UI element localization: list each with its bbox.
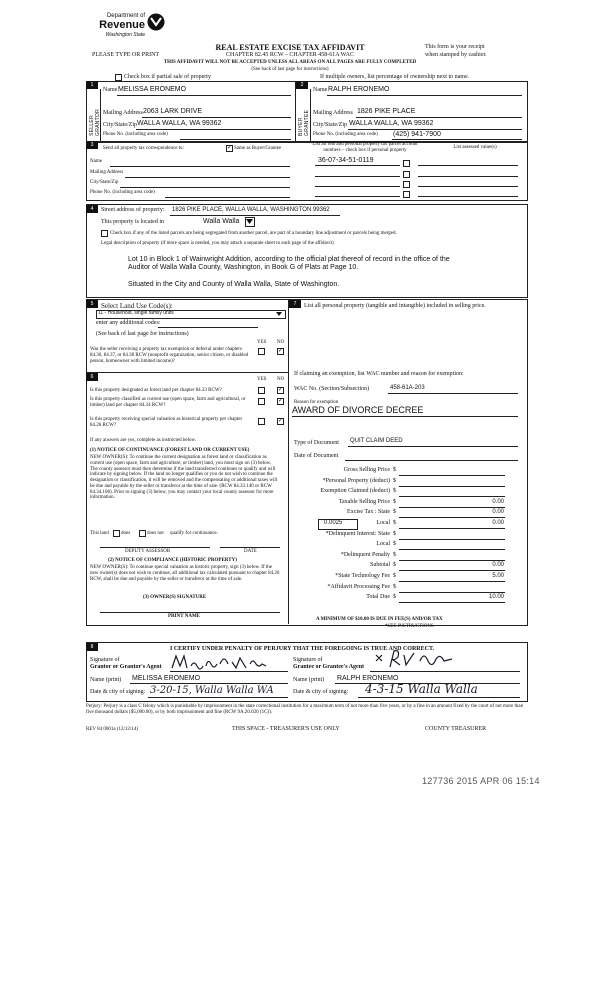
section-7-number: 7 bbox=[289, 300, 301, 308]
s5-no-header: NO bbox=[277, 340, 285, 345]
fee-row-value: 0.00 bbox=[492, 499, 504, 505]
section-8-number: 8 bbox=[86, 643, 98, 651]
grantee-signature-image bbox=[372, 647, 462, 671]
exemption-question: Was the seller receiving a property tax exemption or deferral under chapters 84.36, 84.37, or 84.38 RCW (nonprofit organization, senior citizen, or disabled person, homeowner with limited income)? bbox=[90, 347, 249, 364]
wac-number-value: 458-61A-203 bbox=[390, 385, 425, 391]
fee-row-label: Gross Selling Price bbox=[343, 467, 390, 473]
print-name-label: PRINT NAME bbox=[168, 614, 200, 619]
fee-row-dollar: $ bbox=[393, 520, 396, 526]
fee-row-value: 10.00 bbox=[488, 594, 504, 600]
historic-yes-checkbox[interactable] bbox=[258, 418, 265, 425]
buyer-name-value: RALPH ERONEMO bbox=[328, 86, 390, 93]
partial-sale-label: Check box if partial sale of property bbox=[124, 74, 211, 80]
send-correspondence-label: Send all property tax correspondence to: bbox=[103, 146, 184, 151]
current-use-no-checkbox[interactable]: ✓ bbox=[278, 398, 284, 404]
multiple-owners-note: If multiple owners, list percentage of ownership next to name. bbox=[320, 74, 470, 80]
fee-row-label: *Personal Property (deduct) bbox=[322, 478, 390, 484]
grantee-sig-label-2: Grantee or Grantee's Agent bbox=[293, 664, 365, 670]
buyer-city-label: City/State/Zip bbox=[313, 122, 347, 128]
seller-city-value: WALLA WALLA, WA 99362 bbox=[137, 120, 222, 127]
segregated-checkbox[interactable] bbox=[101, 230, 108, 237]
this-land-label: This land bbox=[90, 531, 109, 536]
form-title: REAL ESTATE EXCISE TAX AFFIDAVIT bbox=[215, 43, 365, 52]
buyer-phone-value: (425) 941-7900 bbox=[393, 131, 441, 138]
washington-logo-icon bbox=[147, 12, 165, 32]
s3-mailing-label: Mailing Address bbox=[90, 170, 124, 175]
fee-row-label: *Affidavit Processing Fee bbox=[327, 584, 390, 590]
buyer-mailing-value: 1826 PIKE PLACE bbox=[357, 108, 416, 115]
dor-logo bbox=[95, 12, 165, 46]
see-instructions-note: *SEE INSTRUCTIONS bbox=[385, 624, 434, 629]
grantee-sig-label-1: Signature of bbox=[293, 657, 323, 663]
exemption-yes-checkbox[interactable] bbox=[258, 348, 265, 355]
parcel-1-personal-checkbox[interactable] bbox=[403, 160, 410, 167]
recording-stamp: 127736 2015 APR 06 15:14 bbox=[422, 776, 540, 786]
minimum-due-note: A MINIMUM OF $10.00 IS DUE IN FEE(S) AND/OR TAX bbox=[316, 617, 443, 622]
seller-city-label: City/State/Zip bbox=[103, 122, 137, 128]
fee-row-label: *State Technology Fee bbox=[335, 573, 390, 579]
does-qualify-checkbox[interactable] bbox=[113, 530, 120, 537]
fee-row-label: Local bbox=[376, 520, 390, 526]
assessed-value-header: List assessed value(s) bbox=[453, 145, 497, 150]
street-address-label: Street address of property: bbox=[101, 207, 165, 213]
fee-row-dollar: $ bbox=[393, 478, 396, 484]
does-not-qualify-checkbox[interactable] bbox=[139, 530, 146, 537]
notice-continuance-body: NEW OWNER(S): To continue the current designation as forest land or classification as current use (open space, farm and agriculture, or timber) land, you must sign on (3) below. The county assessor must then determine if the land transferred continues to qualify and will indicate by signing below. If the land no longer qualifies or you do not wish to continue the designation or classification, it will be removed and the compensating or additional taxes will be due and payable by the seller or transferor at the time of sale. (RCW 84.33.140 or RCW 84.34.108). Prior to signing (3) below, you may contact your local county assessor for more information. bbox=[90, 455, 278, 501]
buyer-phone-label: Phone No. (including area code) bbox=[313, 132, 378, 137]
fee-row-dollar: $ bbox=[393, 584, 396, 590]
notice-compliance-body: NEW OWNER(S): To continue special valuation as historic property, sign (3) below. If the new owner(s) does not wish to continue, all additional tax calculated pursuant to chapter 84.26 RCW, shall be due and payable by the seller or transferor at the time of sale. bbox=[90, 565, 280, 582]
s6-no-header: NO bbox=[277, 377, 285, 382]
doc-date-label: Date of Document bbox=[294, 453, 339, 459]
doc-type-label: Type of Document bbox=[294, 440, 339, 446]
grantor-print-label: Name (print) bbox=[90, 677, 122, 683]
s5-yes-header: YES bbox=[257, 340, 267, 345]
fee-row-dollar: $ bbox=[393, 467, 396, 473]
receipt-note-2: when stamped by cashier. bbox=[425, 52, 487, 58]
treasurer-space: THIS SPACE - TREASURER'S USE ONLY bbox=[232, 726, 340, 732]
section-2-number: 2 bbox=[296, 81, 308, 89]
seller-mailing-value: 2063 LARK DRIVE bbox=[143, 108, 203, 115]
exemption-claim-label: If claiming an exemption, list WAC number and reason for exemption: bbox=[294, 371, 464, 377]
seller-phone-label: Phone No. (including area code) bbox=[103, 132, 168, 137]
fee-row-dollar: $ bbox=[393, 531, 396, 537]
certify-statement: I CERTIFY UNDER PENALTY OF PERJURY THAT THE FOREGOING IS TRUE AND CORRECT. bbox=[170, 646, 435, 652]
print-note: PLEASE TYPE OR PRINT bbox=[92, 52, 160, 58]
land-use-value: 11 - Household, single family units bbox=[98, 310, 174, 316]
section-5-number: 5 bbox=[86, 300, 98, 308]
historic-no-checkbox[interactable]: ✓ bbox=[278, 418, 284, 424]
if-any-yes-note: If any answers are yes, complete as instructed below. bbox=[90, 438, 197, 443]
notice-compliance-title: (2) NOTICE OF COMPLIANCE (HISTORIC PROPERTY) bbox=[108, 558, 237, 563]
fee-row-dollar: $ bbox=[393, 573, 396, 579]
buyer-mailing-label: Mailing Address bbox=[313, 110, 353, 116]
additional-codes-label: enter any additional codes: bbox=[96, 320, 161, 326]
fee-row-dollar: $ bbox=[393, 552, 396, 558]
fee-row-dollar: $ bbox=[393, 594, 396, 600]
current-use-yes-checkbox[interactable] bbox=[258, 398, 265, 405]
fee-row-value: 5.00 bbox=[492, 573, 504, 579]
forest-land-question: Is this property designated as forest land per chapter 84.33 RCW? bbox=[90, 388, 222, 393]
grantor-sig-label-2: Grantor or Grantor's Agent bbox=[90, 664, 162, 670]
county-treasurer: COUNTY TREASURER bbox=[425, 726, 487, 732]
parcel-3-personal-checkbox[interactable] bbox=[403, 181, 410, 188]
grantee-date-value: 4-3-15 Walla Walla bbox=[365, 682, 478, 696]
parcel-2-personal-checkbox[interactable] bbox=[403, 171, 410, 178]
seller-mailing-label: Mailing Address bbox=[103, 110, 143, 116]
qualify-label: qualify for continuance. bbox=[170, 531, 218, 536]
chevron-down-icon bbox=[276, 312, 282, 316]
logo-state: Washington State bbox=[105, 32, 145, 38]
fee-row-label: Subtotal bbox=[369, 562, 390, 568]
deputy-date-label: DATE bbox=[244, 549, 257, 554]
fee-row-dollar: $ bbox=[393, 541, 396, 547]
logo-dept: Department of bbox=[106, 13, 145, 19]
logo-revenue: Revenue bbox=[99, 19, 145, 31]
s3-phone-label: Phone No. (including area code) bbox=[90, 190, 155, 195]
forest-yes-checkbox[interactable] bbox=[258, 387, 265, 394]
seller-side-label: SELLER GRANTOR bbox=[89, 108, 101, 136]
form-warning: THIS AFFIDAVIT WILL NOT BE ACCEPTED UNLESS ALL AREAS ON ALL PAGES ARE FULLY COMPLETED bbox=[163, 60, 417, 65]
section-1-number: 1 bbox=[86, 81, 98, 89]
fee-row-label: Exemption Claimed (deduct) bbox=[320, 488, 390, 494]
forest-no-checkbox[interactable]: ✓ bbox=[278, 387, 284, 393]
grantor-sig-label-1: Signature of bbox=[90, 657, 120, 663]
owners-signature-label: (3) OWNER(S) SIGNATURE bbox=[143, 595, 207, 600]
fee-row-value: 0.00 bbox=[492, 562, 504, 568]
fee-row-dollar: $ bbox=[393, 509, 396, 515]
section-6-number: 6 bbox=[86, 373, 98, 381]
grantee-print-label: Name (print) bbox=[293, 677, 325, 683]
fee-row-label: Total Due bbox=[366, 594, 390, 600]
s6-yes-header: YES bbox=[257, 377, 267, 382]
buyer-name-label: Name bbox=[313, 87, 328, 93]
current-use-question: Is this property classified as current use (open space, farm and agricultural, or timber) land per chapter 84.34 RCW? bbox=[90, 397, 246, 408]
deputy-assessor-label: DEPUTY ASSESSOR bbox=[125, 549, 171, 554]
located-in-label: This property is located in bbox=[101, 219, 164, 225]
historic-question: Is this property receiving special valuation as historical property per chapter 84.26 RCW? bbox=[90, 417, 243, 428]
segregated-label: Check box if any of the listed parcels are being segregated from another parcel, are part of a boundary line adjustment or parcels being merged. bbox=[110, 231, 397, 236]
wac-number-label: WAC No. (Section/Subsection) bbox=[294, 386, 370, 392]
instructions-note: (See back of last page for instructions) bbox=[251, 67, 329, 72]
personal-property-label: List all personal property (tangible and intangible) included in selling price. bbox=[304, 303, 486, 309]
fee-row-value: 0.00 bbox=[492, 520, 504, 526]
legal-description-1: Lot 10 in Block 1 of Wainwright Addition, according to the official plat thereof of record in the office of the Auditor of Walla Walla County, Washington, in Book G of Plats at Page 10. bbox=[128, 256, 450, 272]
fee-row-value: 0.00 bbox=[492, 509, 504, 515]
located-in-value[interactable]: Walla Walla bbox=[203, 218, 240, 225]
does-label: does bbox=[121, 531, 131, 536]
form-revision: REV 84 0001a (12/12/14) bbox=[86, 727, 138, 732]
s3-city-label: City/State/Zip bbox=[90, 180, 119, 185]
same-as-buyer-label: Same as Buyer/Grantee bbox=[234, 146, 282, 151]
buyer-city-value: WALLA WALLA, WA 99362 bbox=[349, 120, 434, 127]
section-3-number: 3 bbox=[86, 141, 98, 149]
fee-row-dollar: $ bbox=[393, 488, 396, 494]
s3-name-label: Name bbox=[90, 159, 102, 164]
local-rate-value: 0.0025 bbox=[324, 520, 343, 526]
reason-value: AWARD OF DIVORCE DECREE bbox=[292, 405, 424, 415]
notice-continuance-title: (1) NOTICE OF CONTINUANCE (FOREST LAND OR CURRENT USE) bbox=[90, 448, 250, 453]
legal-description-2: Situated in the City and County of Walla Walla, State of Washington. bbox=[128, 281, 340, 288]
partial-sale-checkbox[interactable] bbox=[115, 74, 122, 81]
fee-row-dollar: $ bbox=[393, 562, 396, 568]
perjury-notice: Perjury: Perjury is a class C felony which is punishable by imprisonment in the state correctional institution for a maximum term of not more than five years, or by a fine in an amount fixed by the court of not more than five thousand dollars ($5,000.00), or by both imprisonment and fine (RCW 9A.20.020 (1C)). bbox=[86, 704, 524, 715]
parcel-list-header: List all real and personal property tax parcel account numbers – check box if personal property bbox=[312, 142, 418, 153]
reason-label: Reason for exemption bbox=[294, 400, 339, 405]
grantor-signature-image bbox=[170, 652, 280, 672]
buyer-side-label: BUYER GRANTEE bbox=[298, 109, 310, 136]
grantee-date-label: Date & city of signing: bbox=[293, 689, 349, 695]
fee-row-label: Taxable Selling Price bbox=[338, 499, 390, 505]
section-4-number: 4 bbox=[86, 205, 98, 213]
parcel-4-personal-checkbox[interactable] bbox=[403, 191, 410, 198]
land-use-label: Select Land Use Code(s): bbox=[101, 302, 173, 310]
exemption-no-checkbox[interactable]: ✓ bbox=[278, 348, 284, 354]
seller-name-label: Name bbox=[103, 87, 118, 93]
fee-row-label: *Delinquent Penalty bbox=[340, 552, 390, 558]
grantee-print-value: RALPH ERONEMO bbox=[337, 675, 399, 682]
same-as-buyer-checkbox[interactable]: ✓ bbox=[227, 145, 233, 151]
grantor-date-label: Date & city of signing: bbox=[90, 689, 146, 695]
parcel-number-value: 36-07-34-51-0119 bbox=[318, 157, 374, 164]
chevron-down-icon bbox=[246, 219, 253, 224]
legal-desc-label: Legal description of property (if more space is needed, you may attach a separate sheet to each page of the affidavit) bbox=[101, 241, 334, 246]
form-subtitle: CHAPTER 82.45 RCW – CHAPTER 458-61A WAC bbox=[226, 52, 354, 58]
grantor-date-value: 3-20-15, Walla Walla WA bbox=[150, 685, 274, 696]
street-address-value: 1826 PIKE PLACE, WALLA WALLA, WASHINGTON 99362 bbox=[172, 207, 330, 213]
fee-row-dollar: $ bbox=[393, 499, 396, 505]
fee-row-label: Local bbox=[376, 541, 390, 547]
grantor-print-value: MELISSA ERONEMO bbox=[132, 675, 201, 682]
fee-row-label: Excise Tax : State bbox=[347, 509, 390, 515]
seller-name-value: MELISSA ERONEMO bbox=[118, 86, 187, 93]
fee-row-label: *Delinquent Interest: State bbox=[325, 531, 390, 537]
doc-type-value: QUIT CLAIM DEED bbox=[350, 438, 403, 444]
receipt-note-1: This form is your receipt bbox=[425, 44, 485, 50]
land-use-see-back: (See back of last page for instructions) bbox=[96, 331, 189, 337]
does-not-label: does not bbox=[147, 531, 164, 536]
